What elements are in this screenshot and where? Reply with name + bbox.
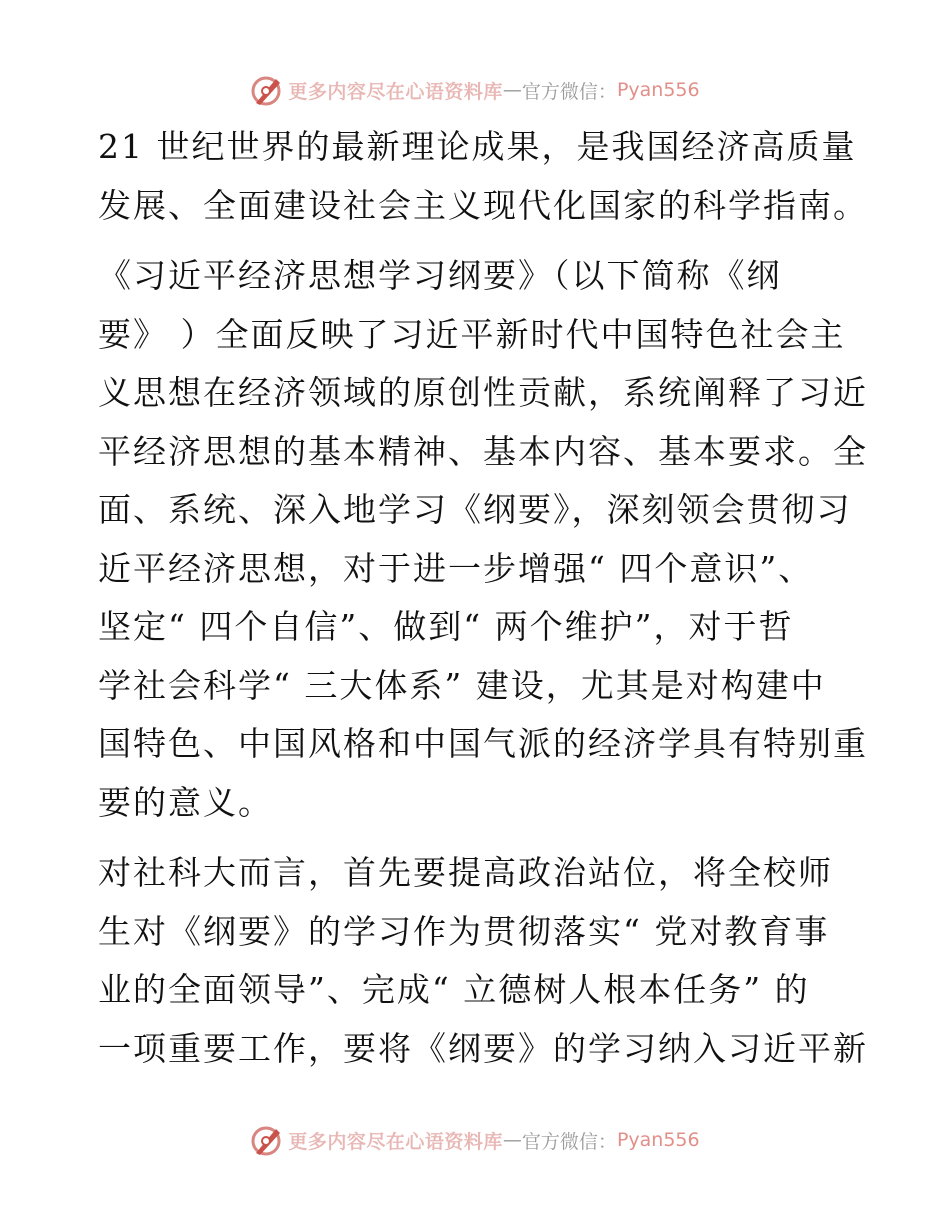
watermark-separator: — [502, 1129, 522, 1151]
text-line: 一项重要工作，要将《纲要》的学习纳入习近平新 [98, 1028, 868, 1068]
text-line: 义思想在经济领域的原创性贡献，系统阐释了习近 [98, 373, 868, 412]
text-line: 要》 ）全面反映了习近平新时代中国特色社会主 [98, 314, 846, 354]
watermark-contact-label: 官方微信： [521, 1130, 617, 1153]
paragraph-1 [98, 118, 868, 235]
quill-logo-icon [250, 1123, 284, 1157]
text-line: 学社会科学“ 三大体系” 建设，尤其是对构建中 [98, 665, 826, 705]
quill-logo-icon [250, 73, 284, 107]
watermark-site-text: 更多内容尽在心语资料库 [288, 80, 503, 103]
document-body [98, 118, 868, 1078]
text-line: 国特色、中国风格和中国气派的经济学具有特别重 [98, 724, 868, 763]
text-line: 坚定“ 四个自信”、做到“ 两个维护”，对于哲 [98, 607, 794, 646]
watermark-contact-id: Pyan556 [616, 1129, 700, 1151]
text-line: 发展、全面建设社会主义现代化国家的科学指南。 [98, 185, 868, 225]
text-line: 业的全面领导”、完成“ 立德树人根本任务” 的 [98, 970, 810, 1009]
text-line: 要的意义。 [98, 782, 273, 822]
text-line: 《习近平经济思想学习纲要》（以下简称《纲 [98, 256, 782, 295]
text-line: 平经济思想的基本精神、基本内容、基本要求。全 [98, 431, 868, 471]
watermark-site-text: 更多内容尽在心语资料库 [288, 1130, 503, 1153]
text-line: 21 世纪世界的最新理论成果，是我国经济高质量 [98, 127, 857, 166]
text-line: 近平经济思想，对于进一步增强“ 四个意识”、 [98, 548, 814, 588]
text-line: 生对《纲要》的学习作为贯彻落实“ 党对教育事 [98, 911, 830, 951]
watermark-contact-id: Pyan556 [616, 79, 700, 101]
text-line: 面、系统、深入地学习《纲要》，深刻领会贯彻习 [98, 490, 852, 529]
watermark-separator: — [502, 79, 522, 101]
text-line: 对社科大而言，首先要提高政治站位，将全校师 [98, 853, 833, 892]
watermark-contact-label: 官方微信： [521, 80, 617, 103]
paragraph-2 [98, 247, 868, 832]
paragraph-3 [98, 844, 868, 1078]
footer-watermark [0, 1120, 950, 1160]
header-watermark [0, 70, 950, 110]
